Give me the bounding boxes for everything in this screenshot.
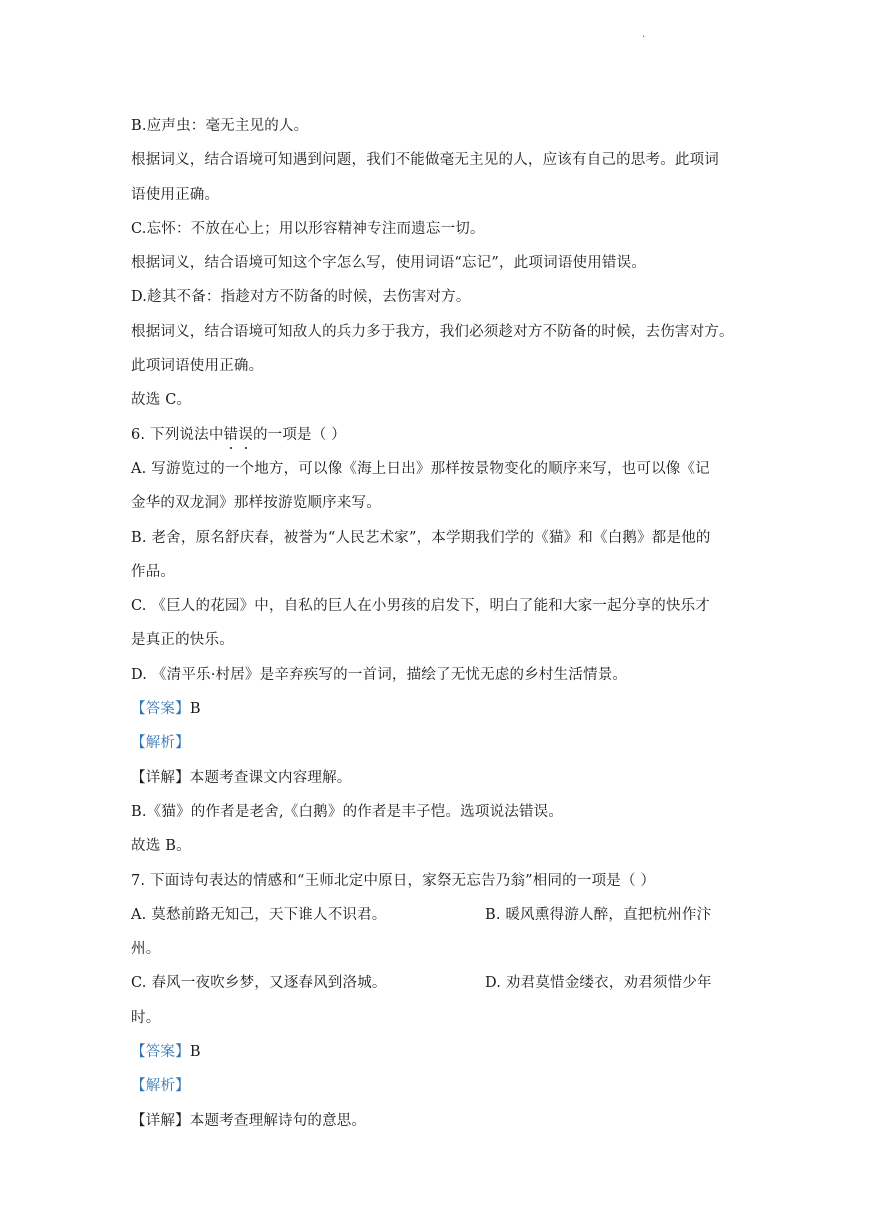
q6-option-c-1: C. 《巨人的花园》中，自私的巨人在小男孩的启发下，明白了能和大家一起分享的快乐才 <box>131 598 710 615</box>
q6-stem-emphasis-2: 误 <box>238 418 253 452</box>
q7-option-d-2: 时。 <box>131 1009 161 1026</box>
q7-stem: 7. 下面诗句表达的情感和“王师北定中原日，家祭无忘告乃翁”相同的一项是（ ） <box>131 872 656 889</box>
q7-option-b-1: B. 暖风熏得游人醉，直把杭州作汴 <box>485 906 712 923</box>
q6-stem-start: 6. 下列说法中 <box>131 426 224 443</box>
answer-label: 【答案】 <box>131 701 190 718</box>
q6-option-b-2: 作品。 <box>131 563 176 580</box>
q6-analysis-label: 【解析】 <box>131 735 190 752</box>
q7-analysis-label: 【解析】 <box>131 1078 190 1095</box>
q5-option-d: D.趁其不备：指趁对方不防备的时候，去伤害对方。 <box>131 289 471 306</box>
q5-option-b-analysis-2: 语使用正确。 <box>131 186 220 203</box>
q7-answer <box>131 1035 741 1069</box>
q6-stem-emphasis-1: 错 <box>224 418 239 452</box>
q5-option-b-analysis-1: 根据词义，结合语境可知遇到问题，我们不能做毫无主见的人，应该有自己的思考。此项词 <box>131 152 719 169</box>
answer-value: B <box>189 701 201 718</box>
q6-option-d: D. 《清平乐·村居》是辛弃疾写的一首词，描绘了无忧无虑的乡村生活情景。 <box>131 666 628 683</box>
q6-stem-end: 的一项是（ ） <box>252 426 346 443</box>
q6-detail: 【详解】本题考查课文内容理解。 <box>131 769 352 786</box>
q6-stem <box>131 418 741 452</box>
q7-option-c: C. 春风一夜吹乡梦，又逐春风到洛城。 <box>131 975 387 992</box>
q6-option-b-1: B. 老舍，原名舒庆春，被誉为“人民艺术家”，本学期我们学的《猫》和《白鹅》都是他的 <box>131 529 711 546</box>
q7-options-row-2 <box>131 966 741 1000</box>
document-body <box>131 109 741 1138</box>
answer-label: 【答案】 <box>131 1044 190 1061</box>
q5-choice: 故选 C。 <box>131 392 192 409</box>
q7-options-row-1 <box>131 898 741 932</box>
q6-option-a-2: 金华的双龙洞》那样按游览顺序来写。 <box>131 495 381 512</box>
answer-value: B <box>189 1044 201 1061</box>
corner-mark: · <box>642 32 646 43</box>
q6-option-c-2: 是真正的快乐。 <box>131 632 234 649</box>
q5-option-c: C.忘怀：不放在心上；用以形容精神专注而遗忘一切。 <box>131 220 485 237</box>
q7-option-b-2: 州。 <box>131 941 161 958</box>
q5-option-d-analysis-2: 此项词语使用正确。 <box>131 358 264 375</box>
q7-option-a: A. 莫愁前路无知己，天下谁人不识君。 <box>131 906 387 923</box>
q6-choice: 故选 B。 <box>131 838 191 855</box>
q7-detail: 【详解】本题考查理解诗句的意思。 <box>131 1112 367 1129</box>
q6-option-a-1: A. 写游览过的一个地方，可以像《海上日出》那样按景物变化的顺序来写，也可以像《记 <box>131 460 710 477</box>
q7-option-d-1: D. 劝君莫惜金缕衣，劝君须惜少年 <box>485 975 712 992</box>
q5-option-d-analysis-1: 根据词义，结合语境可知敌人的兵力多于我方，我们必须趁对方不防备的时候，去伤害对方。 <box>131 323 734 340</box>
q5-option-c-analysis: 根据词义，结合语境可知这个字怎么写，使用词语“忘记”，此项词语使用错误。 <box>131 255 647 272</box>
q6-explanation: B.《猫》的作者是老舍,《白鹅》的作者是丰子恺。选项说法错误。 <box>131 803 564 820</box>
q5-option-b: B.应声虫：毫无主见的人。 <box>131 118 309 134</box>
q6-answer <box>131 692 741 726</box>
